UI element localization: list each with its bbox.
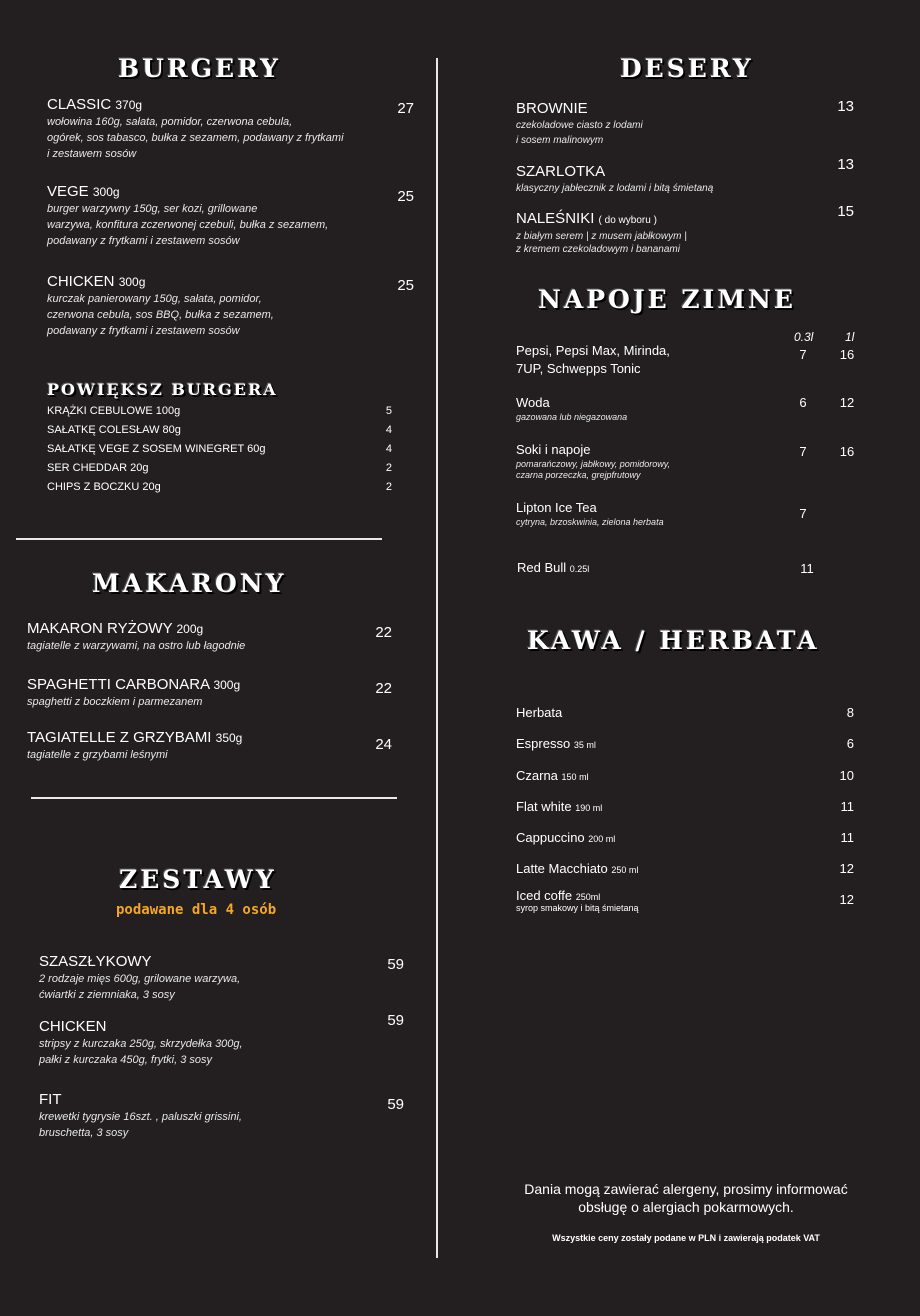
section-title-powieksz: POWIĘKSZ BURGERA [47, 380, 278, 399]
drink-name: Lipton Ice Tea [516, 500, 597, 515]
coffee-desc: syrop smakowy i bitą śmietaną [516, 903, 639, 913]
item-price: 25 [397, 188, 414, 205]
item-weight: 300g [92, 185, 120, 199]
drink-desc: pomarańczowy, jabłkowy, pomidorowy, czarna porzeczka, grejpfrutowy [516, 459, 671, 480]
drink-desc: gazowana lub niegazowana [516, 412, 628, 422]
item-price: 13 [837, 98, 854, 115]
item-desc: podawany z frytkami i zestawem sosów [47, 235, 240, 247]
section-title-desery: DESERY [620, 54, 754, 83]
volume-header-large: 1l [845, 330, 855, 344]
coffee-name: Iced coffe [516, 888, 573, 903]
drink-price-large: 12 [839, 395, 855, 410]
coffee-item [516, 768, 589, 783]
drink-name: Pepsi, Pepsi Max, Mirinda, [516, 343, 670, 358]
item-price: 22 [375, 624, 392, 641]
item-price: 27 [397, 100, 414, 117]
item-desc: burger warzywny 150g, ser kozi, grillowane [47, 203, 258, 215]
item-desc: podawany z frytkami i zestawem sosów [47, 325, 240, 337]
coffee-name: Flat white [516, 799, 572, 814]
divider-burgery [16, 538, 382, 540]
item-desc: pałki z kurczaka 450g, frytki, 3 sosy [39, 1054, 213, 1066]
item-weight: 300g [213, 678, 241, 692]
item-extra: ( do wyboru ) [598, 215, 657, 226]
item-name: MAKARON RYŻOWY [27, 620, 173, 637]
item-name: SZASZŁYKOWY [39, 953, 152, 970]
addon-name: SAŁATKĘ VEGE Z SOSEM WINEGRET 60g [47, 443, 266, 455]
coffee-volume: 250 ml [611, 865, 639, 875]
addon-price: 4 [385, 424, 392, 436]
drink-price-small: 7 [799, 506, 807, 521]
item-name: BROWNIE [516, 100, 588, 117]
coffee-price: 8 [846, 705, 854, 720]
item-desc: i zestawem sosów [47, 148, 137, 160]
drink-item [516, 499, 664, 528]
item-weight: 350g [215, 731, 243, 745]
coffee-volume: 190 ml [575, 803, 603, 813]
drink-name: Woda [516, 395, 550, 410]
coffee-item [516, 830, 615, 845]
coffee-name: Cappuccino [516, 830, 585, 845]
menu-item [39, 953, 240, 1003]
volume-header-small: 0.3l [794, 330, 814, 344]
item-name: CLASSIC [47, 96, 112, 113]
item-name: CHICKEN [39, 1018, 107, 1035]
item-desc: stripsy z kurczaka 250g, skrzydełka 300g, [39, 1038, 243, 1050]
drink-price-small: 6 [799, 395, 807, 410]
item-desc: krewetki tygrysie 16szt. , paluszki grissini, [39, 1111, 242, 1123]
coffee-price: 12 [839, 861, 854, 876]
item-desc: ćwiartki z ziemniaka, 3 sosy [39, 989, 175, 1001]
item-desc: tagiatelle z warzywami, na ostro lub łagodnie [27, 640, 246, 652]
item-desc: warzywa, konfitura zczerwonej czebuli, bułka z sezamem, [47, 219, 329, 231]
drink-item [516, 394, 627, 423]
item-name: SZARLOTKA [516, 163, 606, 180]
addon-name: KRĄŻKI CEBULOWE 100g [47, 405, 181, 417]
addon-price: 2 [385, 462, 392, 474]
coffee-item [516, 861, 638, 876]
item-price: 59 [387, 956, 404, 973]
item-desc: kurczak panierowany 150g, sałata, pomidor, [47, 293, 262, 305]
item-desc: ogórek, sos tabasco, bułka z sezamem, podawany z frytkami [47, 132, 344, 144]
menu-item [27, 729, 242, 763]
item-price: 24 [375, 736, 392, 753]
menu-item [27, 620, 245, 654]
section-title-kawa: KAWA / HERBATA [527, 626, 820, 655]
coffee-price: 12 [839, 892, 854, 907]
coffee-item [516, 799, 602, 814]
coffee-price: 11 [840, 799, 854, 814]
drink-name: 7UP, Schwepps Tonic [516, 361, 641, 376]
addon-name: SAŁATKĘ COLESŁAW 80g [47, 424, 181, 436]
section-title-makarony: MAKARONY [92, 569, 287, 598]
coffee-item [516, 736, 596, 751]
item-price: 59 [387, 1096, 404, 1113]
item-desc: klasyczny jabłecznik z lodami i bitą śmietaną [516, 183, 714, 194]
menu-item [47, 96, 344, 162]
item-price: 13 [837, 156, 854, 173]
item-name: CHICKEN [47, 273, 115, 290]
drink-item [517, 559, 589, 578]
coffee-volume: 200 ml [588, 834, 616, 844]
menu-item [516, 163, 713, 196]
coffee-item [516, 888, 639, 913]
coffee-item [516, 705, 562, 720]
item-weight: 300g [118, 275, 146, 289]
drink-price-large: 16 [839, 347, 855, 362]
item-desc: tagiatelle z grzybami leśnymi [27, 749, 168, 761]
menu-item [39, 1091, 242, 1141]
item-name: FIT [39, 1091, 62, 1108]
coffee-name: Latte Macchiato [516, 861, 608, 876]
addon-price: 2 [385, 481, 392, 493]
item-price: 59 [387, 1012, 404, 1029]
coffee-volume: 250ml [575, 892, 601, 902]
vat-note: Wszystkie ceny zostały podane w PLN i zawierają podatek VAT [552, 1233, 820, 1243]
item-price: 25 [397, 277, 414, 294]
section-title-burgery: BURGERY [118, 54, 281, 83]
addon-price: 5 [385, 405, 392, 417]
item-desc: czerwona cebula, sos BBQ, bułka z sezamem, [47, 309, 274, 321]
item-desc: spaghetti z boczkiem i parmezanem [27, 696, 203, 708]
drink-name: Red Bull [517, 560, 567, 575]
item-weight: 200g [176, 622, 204, 636]
menu-item [516, 210, 687, 256]
item-name: SPAGHETTI CARBONARA [27, 676, 210, 693]
coffee-name: Czarna [516, 768, 558, 783]
section-title-zestawy: ZESTAWY [119, 865, 277, 894]
section-title-napoje: NAPOJE ZIMNE [538, 285, 796, 314]
drink-volume: 0.25l [569, 564, 590, 574]
coffee-name: Herbata [516, 705, 563, 720]
drink-desc: cytryna, brzoskwinia, zielona herbata [516, 517, 664, 527]
drink-item [516, 441, 670, 481]
item-desc: wołowina 160g, sałata, pomidor, czerwona cebula, [47, 116, 293, 128]
section-subtitle-zestawy: podawane dla 4 osób [116, 902, 277, 918]
divider-makarony [31, 797, 397, 799]
menu-item [516, 100, 643, 148]
coffee-volume: 35 ml [573, 740, 596, 750]
menu-item [47, 183, 328, 249]
coffee-name: Espresso [516, 736, 571, 751]
vertical-divider [436, 58, 438, 1258]
coffee-price: 10 [839, 768, 854, 783]
item-desc: bruschetta, 3 sosy [39, 1127, 129, 1139]
menu-item [39, 1018, 243, 1068]
item-desc: i sosem malinowym [516, 135, 604, 146]
drink-item [516, 342, 670, 378]
addon-price: 4 [385, 443, 392, 455]
coffee-volume: 150 ml [561, 772, 589, 782]
drink-price-large: 16 [839, 444, 855, 459]
coffee-price: 11 [840, 830, 854, 845]
item-price: 22 [375, 680, 392, 697]
item-weight: 370g [115, 98, 143, 112]
item-price: 15 [837, 203, 854, 220]
item-desc: z kremem czekoladowym i bananami [516, 244, 680, 255]
menu-item [47, 273, 274, 339]
addon-name: CHIPS Z BOCZKU 20g [47, 481, 161, 493]
item-desc: z białym serem | z musem jabłkowym | [516, 231, 687, 242]
addon-name: SER CHEDDAR 20g [47, 462, 149, 474]
item-name: TAGIATELLE Z GRZYBAMI [27, 729, 212, 746]
menu-item [27, 676, 240, 710]
drink-price-small: 7 [799, 444, 807, 459]
drink-price-small: 7 [799, 347, 807, 362]
coffee-price: 6 [846, 736, 854, 751]
item-desc: 2 rodzaje mięs 600g, grilowane warzywa, [39, 973, 241, 985]
drink-name: Soki i napoje [516, 442, 591, 457]
item-name: VEGE [47, 183, 89, 200]
item-name: NALEŚNIKI [516, 210, 595, 227]
item-desc: czekoladowe ciasto z lodami [516, 120, 643, 131]
drink-price-small: 11 [800, 561, 814, 576]
allergen-note: Dania mogą zawierać alergeny, prosimy informować obsługę o alergiach pokarmowych. [524, 1181, 848, 1215]
